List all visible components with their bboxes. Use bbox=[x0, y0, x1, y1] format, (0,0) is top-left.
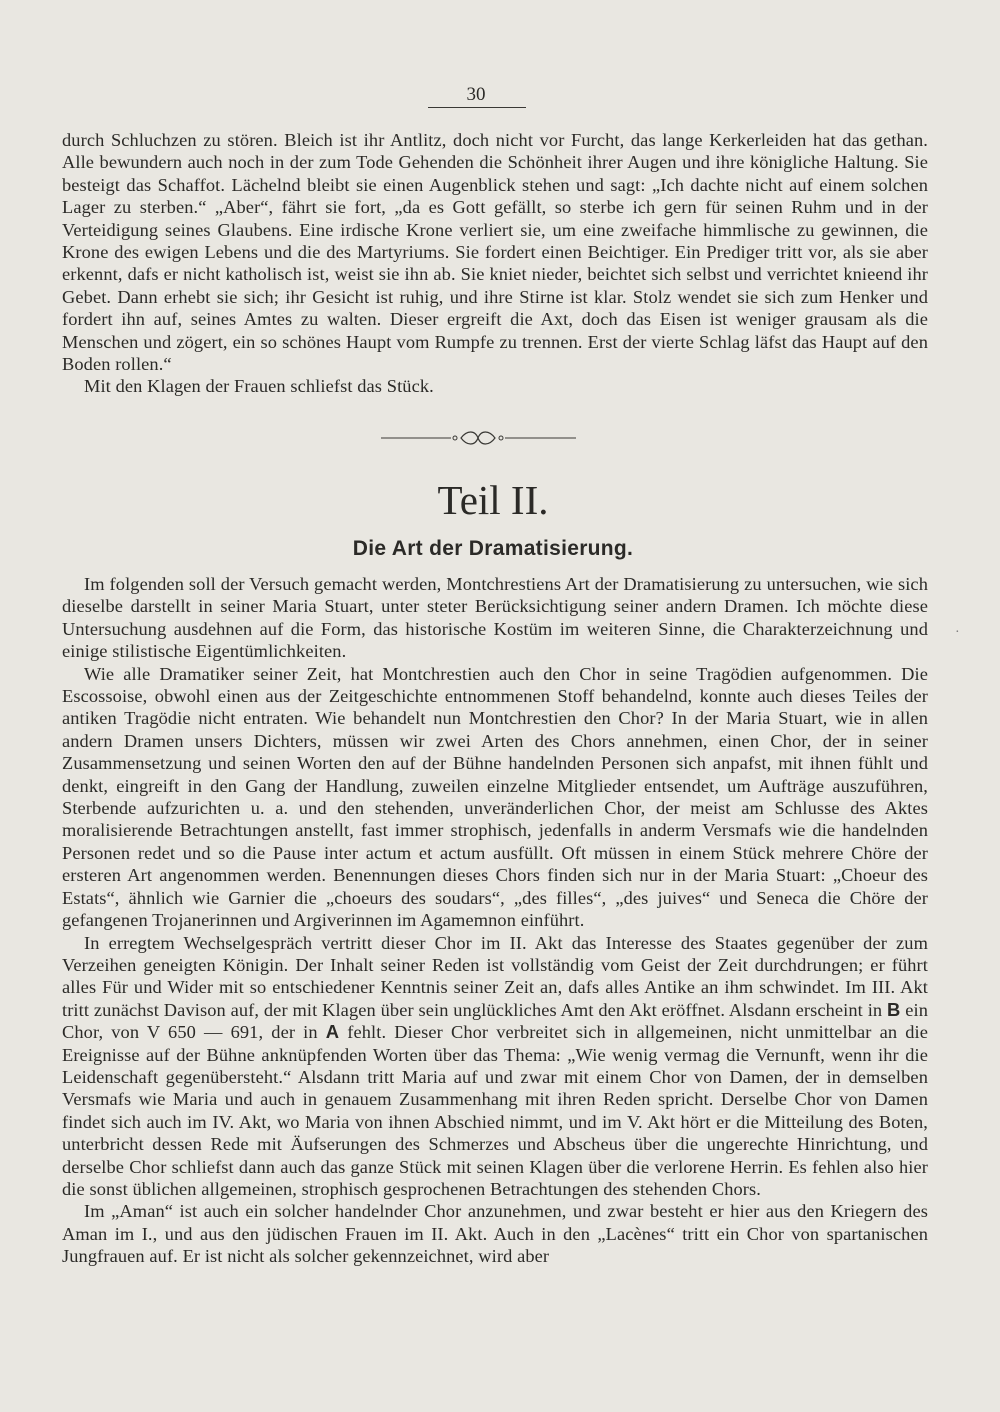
ornamental-divider bbox=[381, 428, 576, 448]
text-paragraph: durch Schluchzen zu stören. Bleich ist ihr Antlitz, doch nicht vor Furcht, das lange Kerkerleiden hat das gethan. Alle bewundern auch noch in der zum Tode Gehenden die Schönheit ihrer Augen und ihre königliche Haltung. Sie besteigt das Schaffot. Lächelnd bleibt sie einen Augenblick stehen und sagt: „Ich dachte nicht auf einem solchen Lager zu sterben.“ „Aber“, fährt sie fort, „da es Gott gefällt, so sterbe ich gern für seinen Ruhm und in der Verteidigung seines Glaubens. Eine irdische Krone verliert sie, um eine zweifache himmlische zu gewinnen, die Krone des ewigen Lebens und die des Martyriums. Sie fordert einen Beichtiger. Ein Prediger tritt vor, als sie aber erkennt, dafs er nicht katholisch ist, weist sie ihn ab. Sie kniet nieder, beichtet sich selbst und verrichtet knieend ihr Gebet. Dann erhebt sie sich; ihr Gesicht ist ruhig, und ihre Stirne ist klar. Stolz wendet sie sich zum Henker und fordert ihn auf, seines Amtes zu walten. Dieser ergreift die Axt, doch das Eisen ist weniger grausam als die Menschen und zögert, ein so schönes Haupt vom Rumpfe zu trennen. Erst der vierte Schlag läfst das Haupt auf den Boden rollen.“ bbox=[62, 130, 928, 375]
paragraph-segment: fehlt. Dieser Chor verbreitet sich in allgemeinen, nicht unmittelbar an die Ereignisse auf der Bühne anknüpfenden Worten über das Thema: „Wie wenig vermag die Vernunft, wenn ihr die Leidenschaft gegenübersteht.“ Alsdann tritt Maria auf und zwar mit einem Chor von Damen, der in demselben Versmafs wie Maria und auch in genauem Zusammenhang mit ihren Reden spricht. Derselbe Chor von Damen findet sich auch im IV. Akt, wo Maria von ihnen Abschied nimmt, und im V. Akt hört er die Mitteilung des Boten, unterbricht dessen Rede mit Äufserungen des Schmerzes und Abscheus über die ungerechte Hinrichtung, und derselbe Chor schliefst dann auch das ganze Stück mit seinen Klagen über die verlorene Herrin. Es fehlen also hier die sonst üblichen allgemeinen, strophisch gesprochenen Betrachtungen des stehenden Chors. bbox=[62, 1022, 929, 1199]
continued-text-block bbox=[62, 129, 928, 398]
paragraph-segment: ein Chor, von V 650 — 691, der in bbox=[62, 999, 928, 1043]
paragraph-segment: In erregtem Wechselgespräch vertritt dieser Chor im II. Akt das Interesse des Staates gegenüber der zum Verzeihen geneigten Königin. Der Inhalt seiner Reden ist vollständig vom Geist der Zeit durchdrungen; er führt alles Für und Wider mit so entschiedener Kenntnis seiner Zeit an, dafs alles Antike an ihm schwindet. Im III. Akt tritt zunächst Davison auf, der mit Klagen über sein unglückliches Amt den Akt eröffnet. Alsdann erscheint in bbox=[62, 932, 928, 1020]
main-text-block bbox=[62, 573, 928, 1268]
section-title: Die Art der Dramatisierung. bbox=[352, 537, 634, 560]
text-paragraph: Mit den Klagen der Frauen schliefst das Stück. bbox=[84, 376, 434, 397]
divider-left-dot bbox=[453, 436, 457, 440]
text-paragraph bbox=[62, 932, 928, 1201]
scan-speck: · bbox=[955, 625, 960, 640]
text-paragraph: Im folgenden soll der Versuch gemacht werden, Montchrestiens Art der Dramatisierung zu untersuchen, wie sich dieselbe darstellt in seiner Maria Stuart, unter steter Berücksichtigung seiner andern Dramen. Ich möchte diese Untersuchung ausdehnen auf die Form, das historische Kostüm im weiteren Sinne, die Charakterzeichnung und einige stilistische Eigentümlichkeiten. bbox=[62, 574, 928, 662]
page-number: 30 bbox=[466, 84, 486, 105]
text-paragraph: Im „Aman“ ist auch ein solcher handelnder Chor anzunehmen, und zwar besteht er hier aus den Kriegern des Aman im I., und aus den jüdischen Frauen im II. Akt. Auch in den „Lacènes“ tritt ein Chor von spartanischen Jungfrauen auf. Er ist nicht als solcher gekennzeichnet, wird aber bbox=[62, 1201, 928, 1267]
text-paragraph: Wie alle Dramatiker seiner Zeit, hat Montchrestien auch den Chor in seine Tragödien aufgenommen. Die Escossoise, obwohl einen aus der Zeitgeschichte entnommenen Stoff behandelnd, konnte auch dieses Teiles der antiken Tragödie nicht entraten. Wie behandelt nun Montchrestien den Chor? In der Maria Stuart, wie in allen andern Dramen unsers Dichters, müssen wir zwei Arten des Chors annehmen, einen Chor, der in seiner Zusammensetzung und seinen Worten den auf der Bühne handelnden Personen sich anpafst, mit ihnen fühlt und denkt, eingreift in den Gang der Handlung, zuweilen einzelne Mitglieder entsendet, um Aufträge auszuführen, Sterbende aufzurichten u. a. und den stehenden, unveränderlichen Chor, der meist am Schlusse des Aktes moralisierende Betrachtungen anstellt, fast immer strophisch, jedenfalls in anderm Versmafs wie die handelnden Personen redet und so die Pause inter actum et actum ausfüllt. Oft müssen in einem Stück mehrere Chöre der ersteren Art angenommen werden. Benennungen dieses Chors finden sich nur in der Maria Stuart: „Choeur des Estats“, ähnlich wie Garnier die „choeurs des soudars“, „des filles“, „des juives“ und Seneca die Chöre der gefangenen Trojanerinnen und Argiverinnen im Agamemnon einführt. bbox=[62, 663, 928, 931]
manuscript-letter: B bbox=[887, 998, 901, 1020]
part-title: Teil II. bbox=[437, 477, 549, 523]
manuscript-letter: A bbox=[325, 1021, 340, 1043]
page-number-rule bbox=[428, 107, 526, 108]
divider-right-dot bbox=[499, 436, 503, 440]
divider-center-ornament bbox=[461, 432, 495, 444]
